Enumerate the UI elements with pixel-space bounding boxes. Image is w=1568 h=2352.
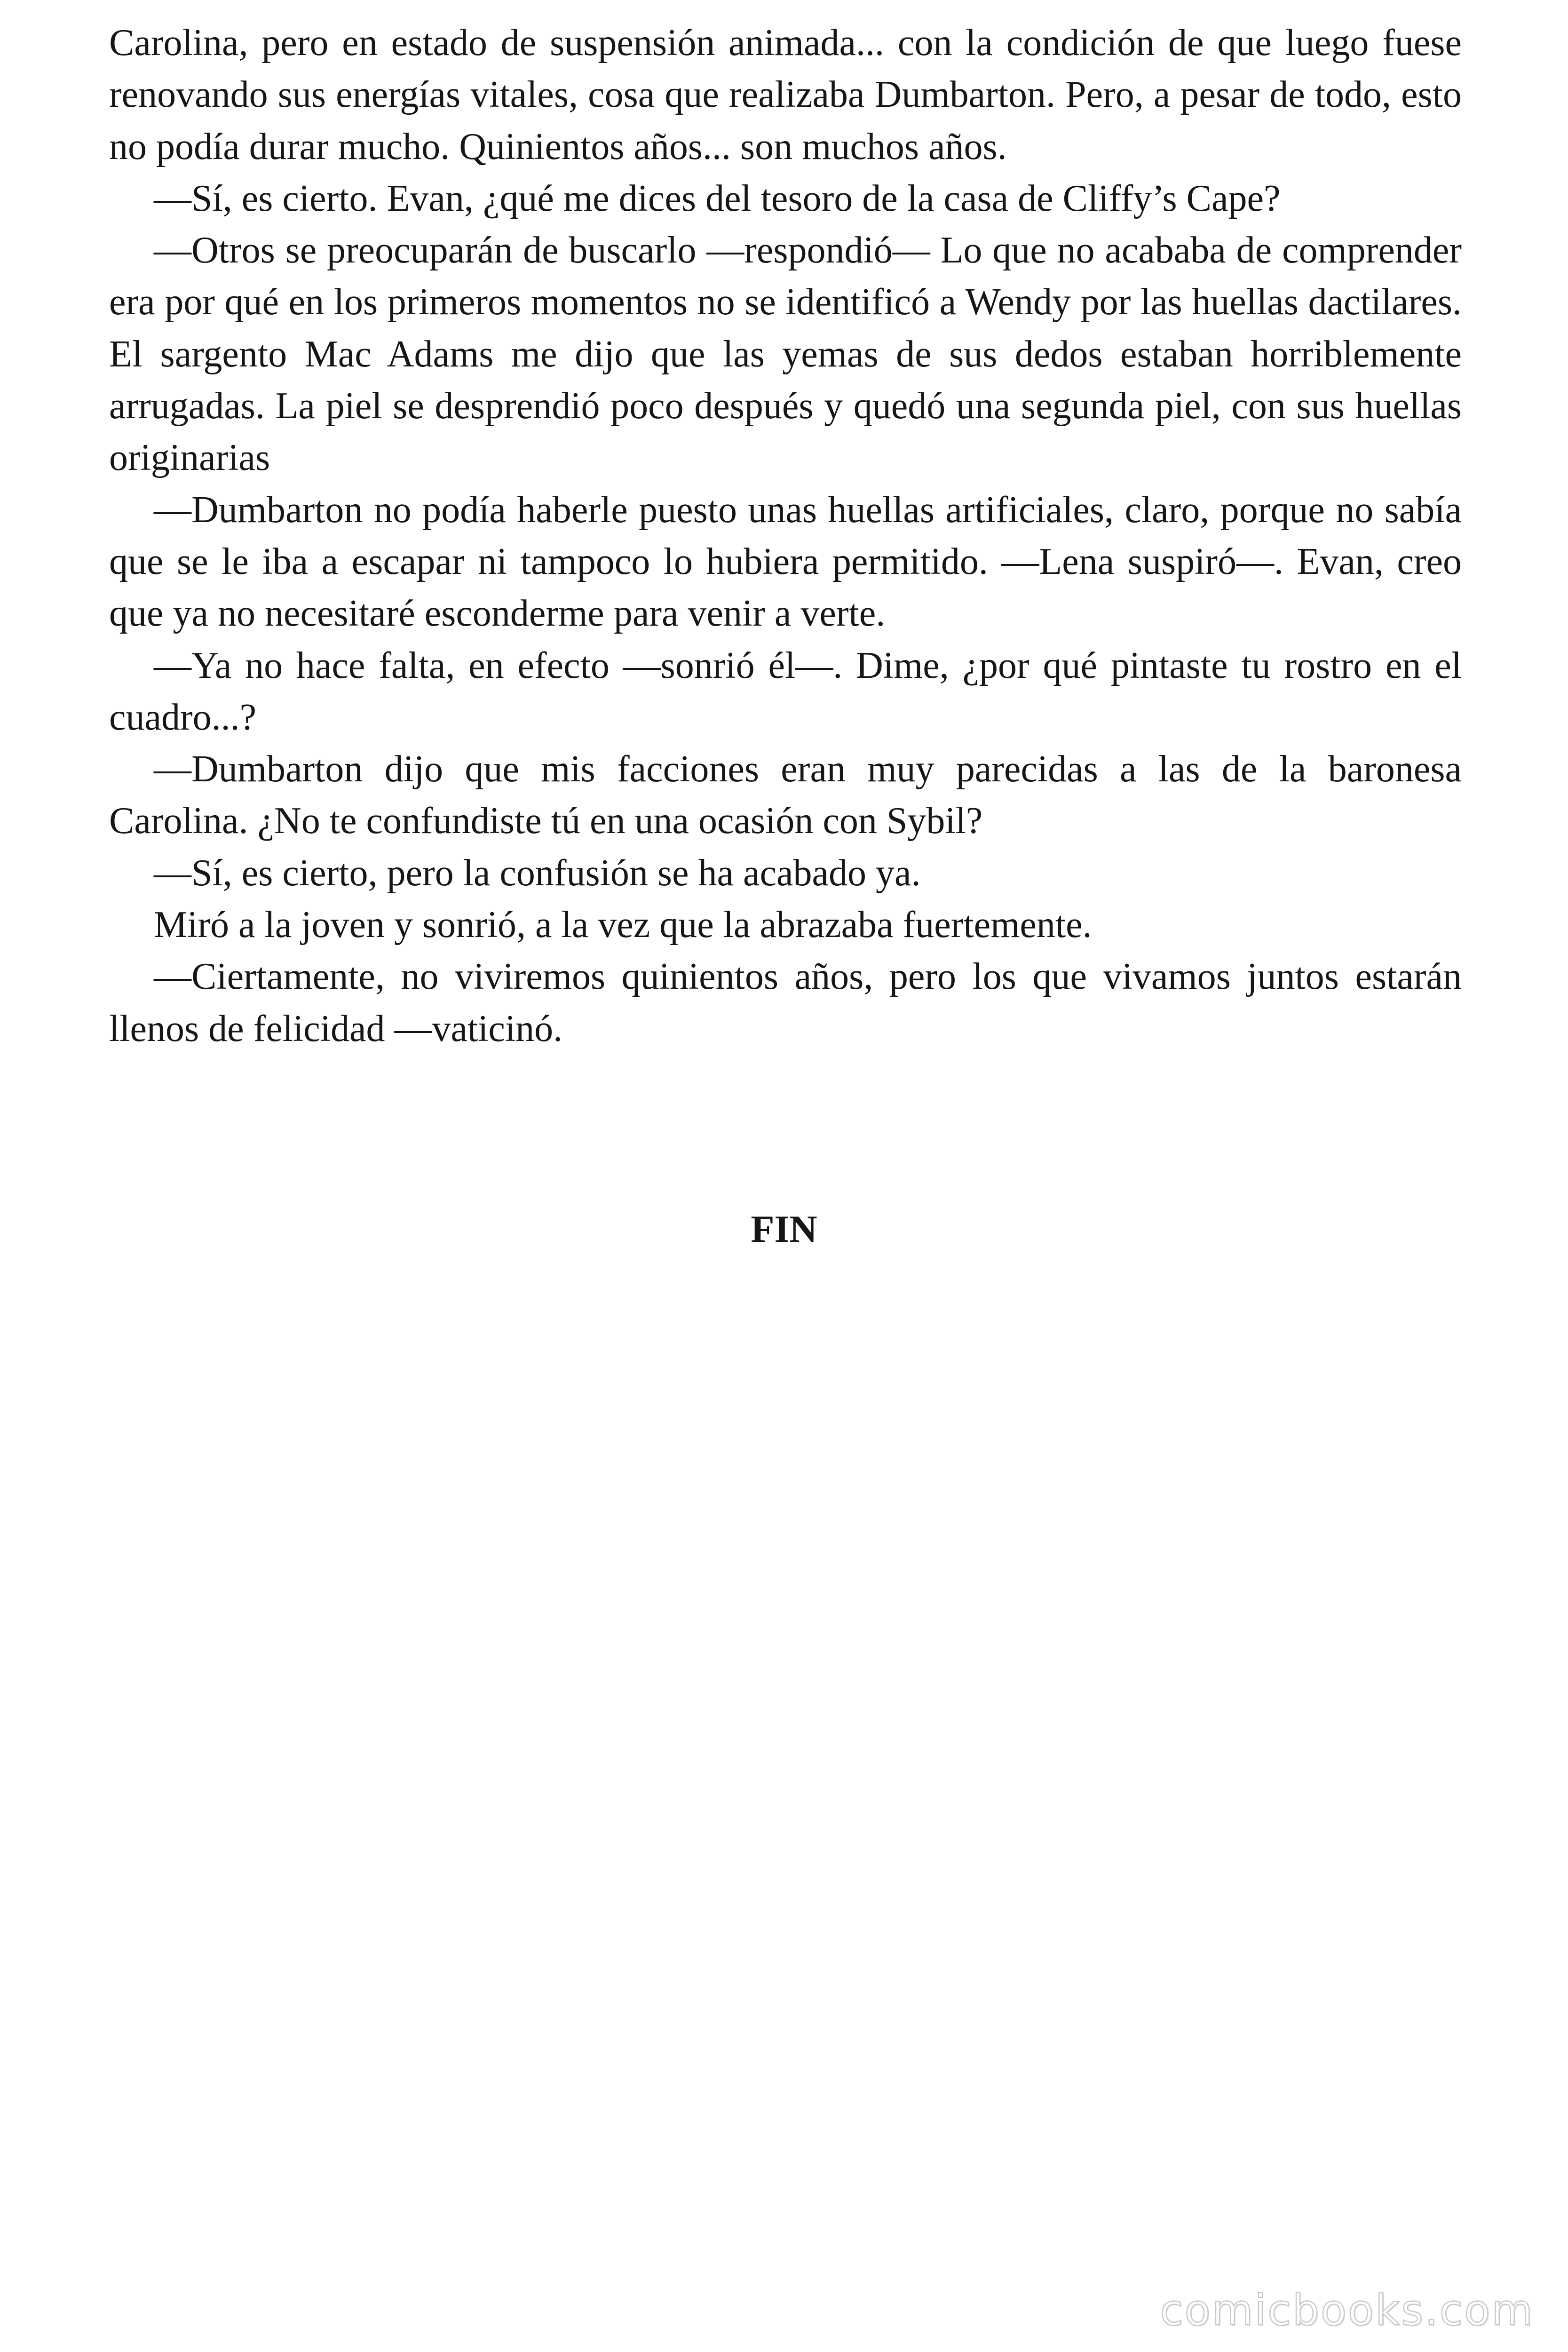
paragraph: Carolina, pero en estado de suspensión animada... con la condición de que luego fuese renovando sus energías vitales, cosa que realizaba Dumbarton. Pero, a pesar de todo, esto no podía durar mucho. Quinientos años... son muchos años.	[109, 22, 1462, 167]
paragraph: —Otros se preocuparán de buscarlo —respondió— Lo que no acababa de comprender era por qué en los primeros momentos no se identificó a Wendy por las huellas dactilares. El sargento Mac Adams me dijo que las yemas de sus dedos estaban horriblemente arrugadas. La piel se desprendió poco después y quedó una segunda piel, con sus huellas originarias	[109, 230, 1462, 479]
paragraph: —Ya no hace falta, en efecto —sonrió él—. Dime, ¿por qué pintaste tu rostro en el cuadro...?	[109, 644, 1462, 738]
paragraph: —Dumbarton dijo que mis facciones eran muy parecidas a las de la baronesa Carolina. ¿No te confundiste tú en una ocasión con Sybil?	[109, 748, 1462, 842]
paragraph: —Sí, es cierto, pero la confusión se ha acabado ya.	[154, 852, 921, 894]
body-text	[109, 17, 1462, 1055]
paragraph: Miró a la joven y sonrió, a la vez que la abrazaba fuertemente.	[154, 904, 1092, 946]
watermark: comicbooks.com	[1160, 2286, 1534, 2335]
paragraph: —Sí, es cierto. Evan, ¿qué me dices del tesoro de la casa de Cliffy’s Cape?	[154, 177, 1281, 219]
paragraph: —Dumbarton no podía haberle puesto unas huellas artificiales, claro, porque no sabía que se le iba a escapar ni tampoco lo hubiera permitido. —Lena suspiró—. Evan, creo que ya no necesitaré esconderme para venir a verte.	[109, 489, 1462, 635]
paragraph: —Ciertamente, no viviremos quinientos años, pero los que vivamos juntos estarán llenos de felicidad —vaticinó.	[109, 956, 1462, 1049]
end-heading: FIN	[751, 1208, 817, 1250]
